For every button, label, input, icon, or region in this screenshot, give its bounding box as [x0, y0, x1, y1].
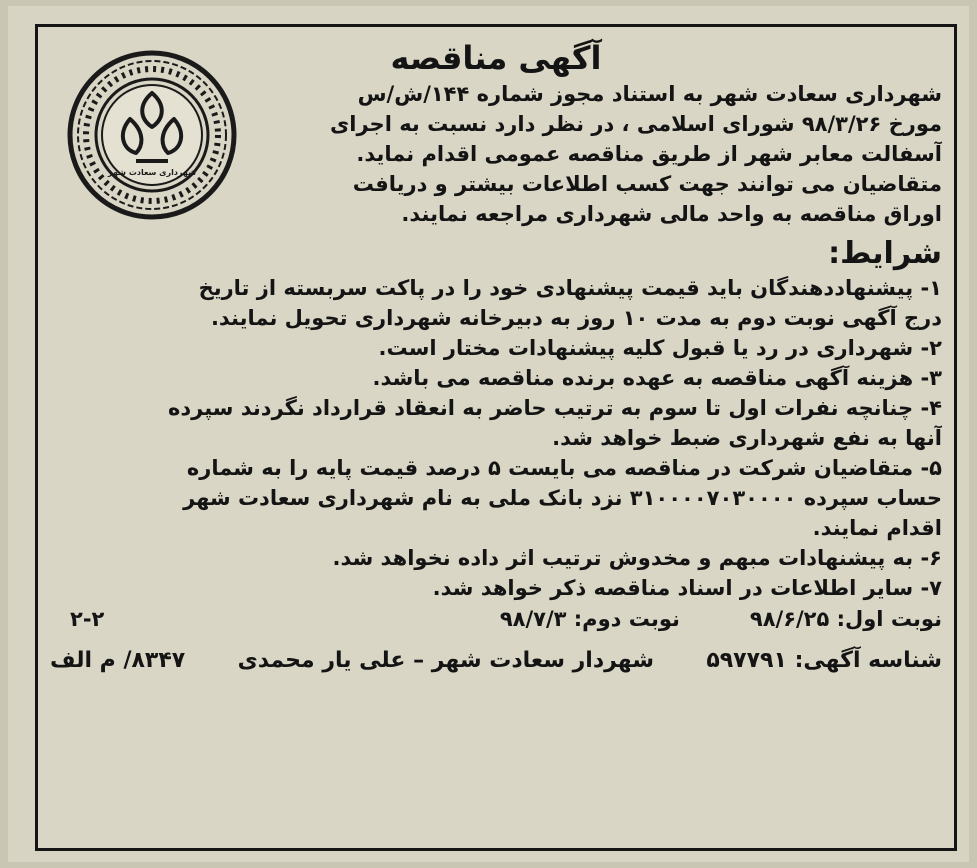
notice-intro — [50, 79, 942, 229]
signature-row — [50, 645, 942, 677]
ad-id: شناسه آگهی: ۵۹۷۷۹۱ — [706, 648, 942, 673]
newspaper-clipping — [8, 6, 969, 862]
first-round-date: نوبت اول: ۹۸/۶/۲۵ — [749, 607, 942, 631]
signatory: شهردار سعادت شهر – علی یار محمدی — [237, 648, 654, 673]
condition-line: ۴- چنانچه نفرات اول تا سوم به ترتیب حاضر به انعقاد قرارداد نگردند سپرده — [168, 396, 942, 420]
round-code: ۲-۲ — [70, 607, 105, 631]
condition-line: ۵- متقاضیان شرکت در مناقصه می بایست ۵ درصد قیمت پایه را به شماره — [186, 456, 942, 480]
seal-caption: شهرداری سعادت شهر — [107, 168, 197, 177]
intro-line: متقاضیان می توانند جهت کسب اطلاعات بیشتر و دریافت — [352, 172, 942, 196]
notice-body — [50, 37, 942, 677]
condition-line: آنها به نفع شهرداری ضبط خواهد شد. — [552, 426, 942, 450]
condition-line: ۶- به پیشنهادات مبهم و مخدوش ترتیب اثر داده نخواهد شد. — [332, 546, 942, 570]
publication-rounds — [50, 603, 942, 635]
reference-code: ۸۳۴۷/ م الف — [50, 648, 186, 673]
intro-line: آسفالت معابر شهر از طریق مناقصه عمومی اقدام نماید. — [356, 142, 942, 166]
condition-line: درج آگهی نوبت دوم به مدت ۱۰ روز به دبیرخانه شهرداری تحویل نمایند. — [210, 306, 942, 330]
intro-line: اوراق مناقصه به واحد مالی شهرداری مراجعه نمایند. — [401, 202, 942, 226]
conditions-list — [50, 273, 942, 603]
notice-title: آگهی مناقصه — [390, 39, 602, 77]
condition-line: ۲- شهرداری در رد یا قبول کلیه پیشنهادات مختار است. — [378, 336, 942, 360]
condition-line: ۱- پیشنهاددهندگان باید قیمت پیشنهادی خود را در پاکت سربسته از تاریخ — [198, 276, 942, 300]
condition-line: اقدام نمایند. — [812, 516, 942, 540]
intro-line: مورخ ۹۸/۳/۲۶ شورای اسلامی ، در نظر دارد نسبت به اجرای — [330, 112, 942, 136]
condition-line: حساب سپرده ۳۱۰۰۰۰۷۰۳۰۰۰۰ نزد بانک ملی به نام شهرداری سعادت شهر — [183, 486, 942, 510]
intro-line: شهرداری سعادت شهر به استناد مجوز شماره ۱۴۴/ش/س — [357, 82, 942, 106]
second-round-date: نوبت دوم: ۹۸/۷/۳ — [499, 607, 680, 631]
condition-line: ۳- هزینه آگهی مناقصه به عهده برنده مناقصه می باشد. — [372, 366, 942, 390]
condition-line: ۷- سایر اطلاعات در اسناد مناقصه ذکر خواهد شد. — [432, 576, 942, 600]
notice-frame — [35, 24, 957, 851]
conditions-heading: شرایط: — [828, 236, 942, 271]
